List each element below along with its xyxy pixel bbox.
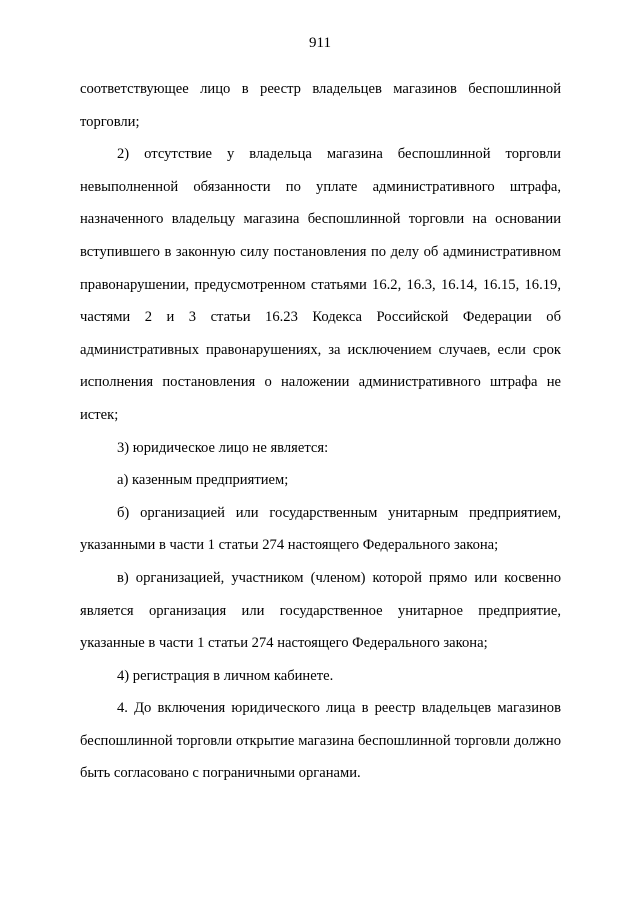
paragraph-continuation: соответствующее лицо в реестр владельцев магазинов беспошлинной торговли; — [80, 81, 561, 130]
paragraph-item-3: 3) юридическое лицо не является: — [117, 439, 329, 456]
paragraph-item-3b: б) организацией или государственным унитарным предприятием, указанными в части 1 статьи 274 настоящего Федерального закона; — [80, 504, 561, 554]
paragraph-item-3v: в) организацией, участником (членом) которой прямо или косвенно является организация или государственное унитарное предприятие, указанные в части 1 статьи 274 настоящего Федерального закона; — [80, 569, 561, 652]
document-body — [80, 73, 561, 790]
paragraph-item-2: 2) отсутствие у владельца магазина беспошлинной торговли невыполненной обязанности по уплате административного штрафа, назначенного владельцу магазина беспошлинной торговли на основании вступившего в законную силу постановления по делу об административном правонарушении, предусмотренном статьями 16.2, 16.3, 16.14, 16.15, 16.19, частями 2 и 3 статьи 16.23 Кодекса Российской Федерации об административных правонарушениях, за исключением случаев, если срок исполнения постановления о наложении административного штрафа не истек; — [80, 146, 561, 423]
paragraph-item-3a: а) казенным предприятием; — [117, 472, 289, 489]
paragraph-item-4: 4) регистрация в личном кабинете. — [117, 667, 334, 684]
page-number: 911 — [309, 35, 331, 51]
paragraph-section-4: 4. До включения юридического лица в реестр владельцев магазинов беспошлинной торговли открытие магазина беспошлинной торговли должно быть согласовано с пограничными органами. — [80, 700, 561, 782]
